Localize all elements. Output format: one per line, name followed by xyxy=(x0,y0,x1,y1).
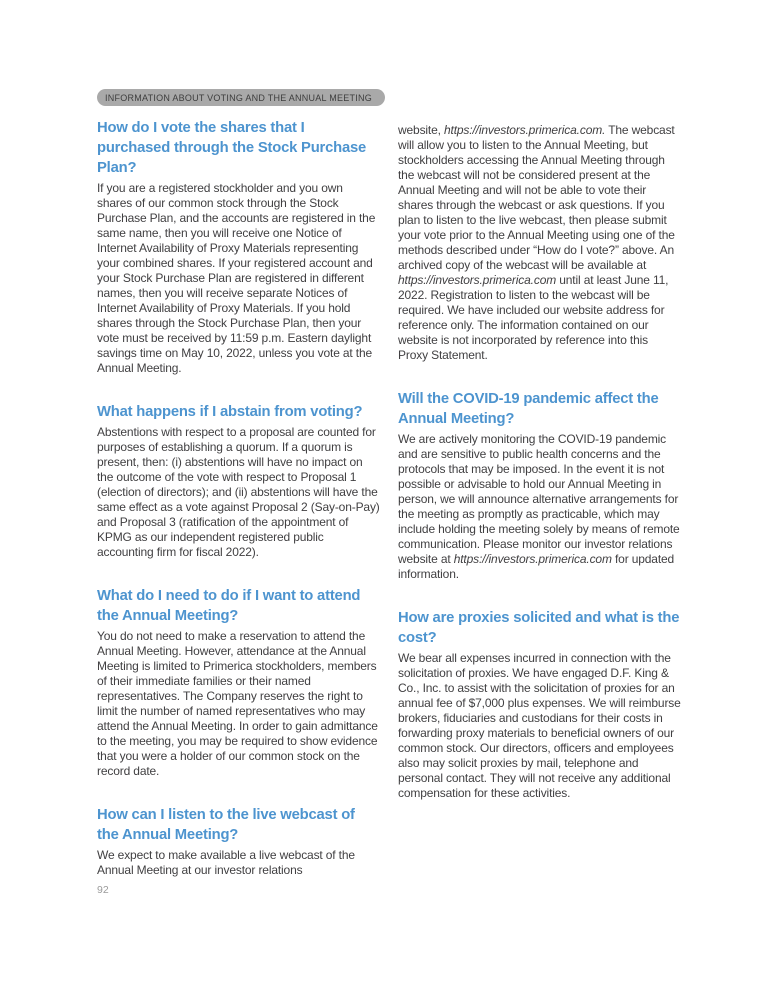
section-paragraph xyxy=(398,432,681,582)
section-heading: How are proxies solicited and what is the cost? xyxy=(398,610,680,646)
section-heading: How can I listen to the live webcast of the Annual Meeting? xyxy=(97,807,355,843)
banner-label: INFORMATION ABOUT VOTING AND THE ANNUAL MEETING xyxy=(105,92,372,103)
section-banner xyxy=(97,89,385,106)
paragraph-text: The webcast will allow you to listen to the Annual Meeting, but stockholders accessing the Annual Meeting through the webcast will not be considered present at the Annual Meeting and will not be able to vote their shares through the webcast or ask questions. If you plan to listen to the live webcast, then please submit your vote prior to the Annual Meeting using one of the methods described under “How do I vote?” above. An archived copy of the webcast will be available at xyxy=(398,123,675,272)
qa-section xyxy=(97,402,380,560)
paragraph-text: If you are a registered stockholder and you own shares of our common stock through the Stock Purchase Plan, and the accounts are registered in the same name, then you will receive one Notice of Internet Availability of Proxy Materials representing your combined shares. If your registered account and your Stock Purchase Plan are registered in different names, then you will receive separate Notices of Internet Availability of Proxy Materials. If you hold shares through the Stock Purchase Plan, then your vote must be received by 11:59 p.m. Eastern daylight savings time on May 10, 2022, unless you vote at the Annual Meeting. xyxy=(97,181,376,375)
section-paragraph xyxy=(398,123,681,363)
section-heading: Will the COVID-19 pandemic affect the Annual Meeting? xyxy=(398,391,659,427)
paragraph-text: You do not need to make a reservation to attend the Annual Meeting. However, attendance at the Annual Meeting is limited to Primerica stockholders, members of their immediate families or their named representatives. The Company reserves the right to limit the number of named representatives who may attend the Annual Meeting. In order to gain admittance to the meeting, you may be required to show evidence that you were a holder of our common stock on the record date. xyxy=(97,629,378,778)
section-paragraph xyxy=(97,181,380,376)
paragraph-text: Abstentions with respect to a proposal are counted for purposes of establishing a quorum. If a quorum is present, then: (i) abstentions will have no impact on the outcome of the vote with respect to Proposal 1 (election of directors); and (ii) abstentions will have the same effect as a vote against Proposal 2 (Say-on-Pay) and Proposal 3 (ratification of the appointment of KPMG as our independent registered public accounting firm for fiscal 2022). xyxy=(97,425,380,559)
section-paragraph xyxy=(97,629,380,779)
paragraph-text: We are actively monitoring the COVID-19 pandemic and are sensitive to public health concerns and the protocols that may be imposed. In the event it is not possible or advisable to hold our Annual Meeting in person, we will announce alternative arrangements for the meeting as promptly as practicable, which may include holding the meeting solely by means of remote communication. Please monitor our investor relations website at xyxy=(398,432,680,566)
qa-section xyxy=(97,586,380,779)
url-text: https://investors.primerica.com xyxy=(398,273,557,287)
left-column xyxy=(97,118,380,878)
qa-section xyxy=(398,389,681,582)
paragraph-text: We bear all expenses incurred in connection with the solicitation of proxies. We have engaged D.F. King & Co., Inc. to assist with the solicitation of proxies for an annual fee of $7,000 plus expenses. We will reimburse brokers, fiduciaries and custodians for their costs in forwarding proxy materials to beneficial owners of our common stock. Our directors, officers and employees also may solicit proxies by mail, telephone and personal contact. They will not receive any additional compensation for these activities. xyxy=(398,651,681,800)
qa-section xyxy=(398,608,681,801)
section-heading: What happens if I abstain from voting? xyxy=(97,404,363,420)
qa-section xyxy=(398,123,681,363)
section-paragraph xyxy=(97,848,380,878)
paragraph-text: until at least June 11, 2022. Registration to listen to the webcast will be required. We have included our website address for reference only. The information contained on our website is not incorporated by reference into this Proxy Statement. xyxy=(398,273,669,362)
section-heading: How do I vote the shares that I purchased through the Stock Purchase Plan? xyxy=(97,120,367,176)
section-heading: What do I need to do if I want to attend the Annual Meeting? xyxy=(97,588,361,624)
content-columns xyxy=(97,118,681,878)
page-number: 92 xyxy=(97,884,109,896)
qa-section xyxy=(97,118,380,376)
paragraph-text: We expect to make available a live webcast of the Annual Meeting at our investor relations xyxy=(97,848,355,877)
url-text: https://investors.primerica.com. xyxy=(444,123,606,137)
qa-section xyxy=(97,805,380,878)
url-text: https://investors.primerica.com xyxy=(453,552,612,566)
right-column xyxy=(398,118,681,878)
section-paragraph xyxy=(97,425,380,560)
paragraph-text: website, xyxy=(398,123,445,137)
paragraph-text: for updated information. xyxy=(398,552,675,581)
section-paragraph xyxy=(398,651,681,801)
